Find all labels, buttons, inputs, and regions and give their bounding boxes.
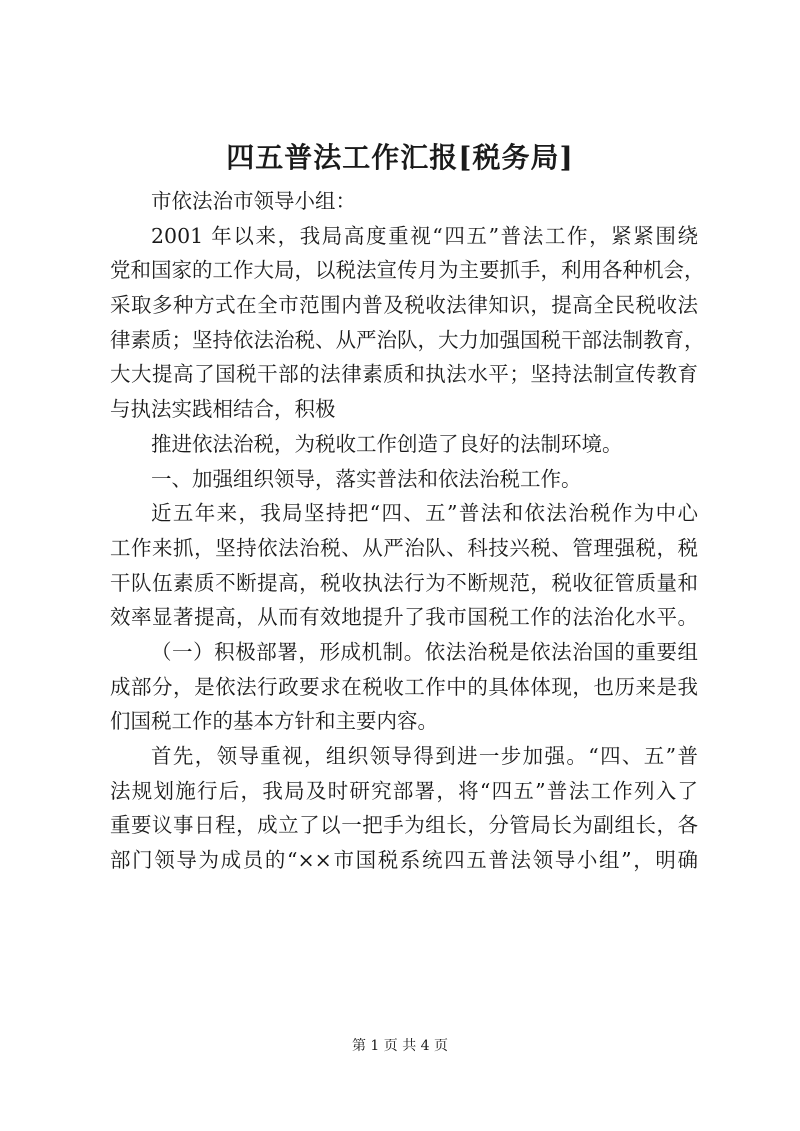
document-title: 四五普法工作汇报[税务局] [226,141,574,174]
text-line: 大大提高了国税干部的法律素质和执法水平；坚持法制宣传教育 [110,362,698,387]
text-line: 采取多种方式在全市范围内普及税收法律知识，提高全民税收法 [110,293,698,318]
section-heading: 一、加强组织领导，落实普法和依法治税工作。 [151,466,582,491]
text-line: 2001 年以来，我局高度重视“四五”普法工作，紧紧围绕 [151,223,698,248]
text-line: 市依法治市领导小组： [151,189,356,213]
text-line: 工作来抓，坚持依法治税、从严治队、科技兴税、管理强税，税 [110,535,698,560]
text-line: 干队伍素质不断提高，税收执法行为不断规范，税收征管质量和 [110,570,698,595]
text-line: 法规划施行后，我局及时研究部署，将“四五”普法工作列入了 [110,778,698,803]
text-line: 重要议事日程，成立了以一把手为组长，分管局长为副组长，各 [110,813,698,838]
document-body [110,184,705,878]
page-footer: 第 1 页 共 4 页 [351,1038,449,1054]
text-line: （一）积极部署，形成机制。依法治税是依法治国的重要组 [151,639,698,664]
text-line: 近五年来，我局坚持把“四、五”普法和依法治税作为中心 [151,501,698,526]
text-line: 与执法实践相结合，积极 [110,397,336,422]
text-line: 部门领导为成员的“××市国税系统四五普法领导小组”，明确 [110,848,698,873]
text-line: 首先，领导重视，组织领导得到进一步加强。“四、五”普 [151,744,698,768]
text-line: 效率显著提高，从而有效地提升了我市国税工作的法治化水平。 [110,605,698,630]
text-line: 们国税工作的基本方针和主要内容。 [110,709,438,734]
text-line: 律素质；坚持依法治税、从严治队，大力加强国税干部法制教育， [110,327,705,352]
text-line: 成部分，是依法行政要求在税收工作中的具体体现，也历来是我 [110,674,698,699]
text-line: 党和国家的工作大局，以税法宣传月为主要抓手，利用各种机会， [110,258,705,283]
text-line: 推进依法治税，为税收工作创造了良好的法制环境。 [151,431,623,456]
